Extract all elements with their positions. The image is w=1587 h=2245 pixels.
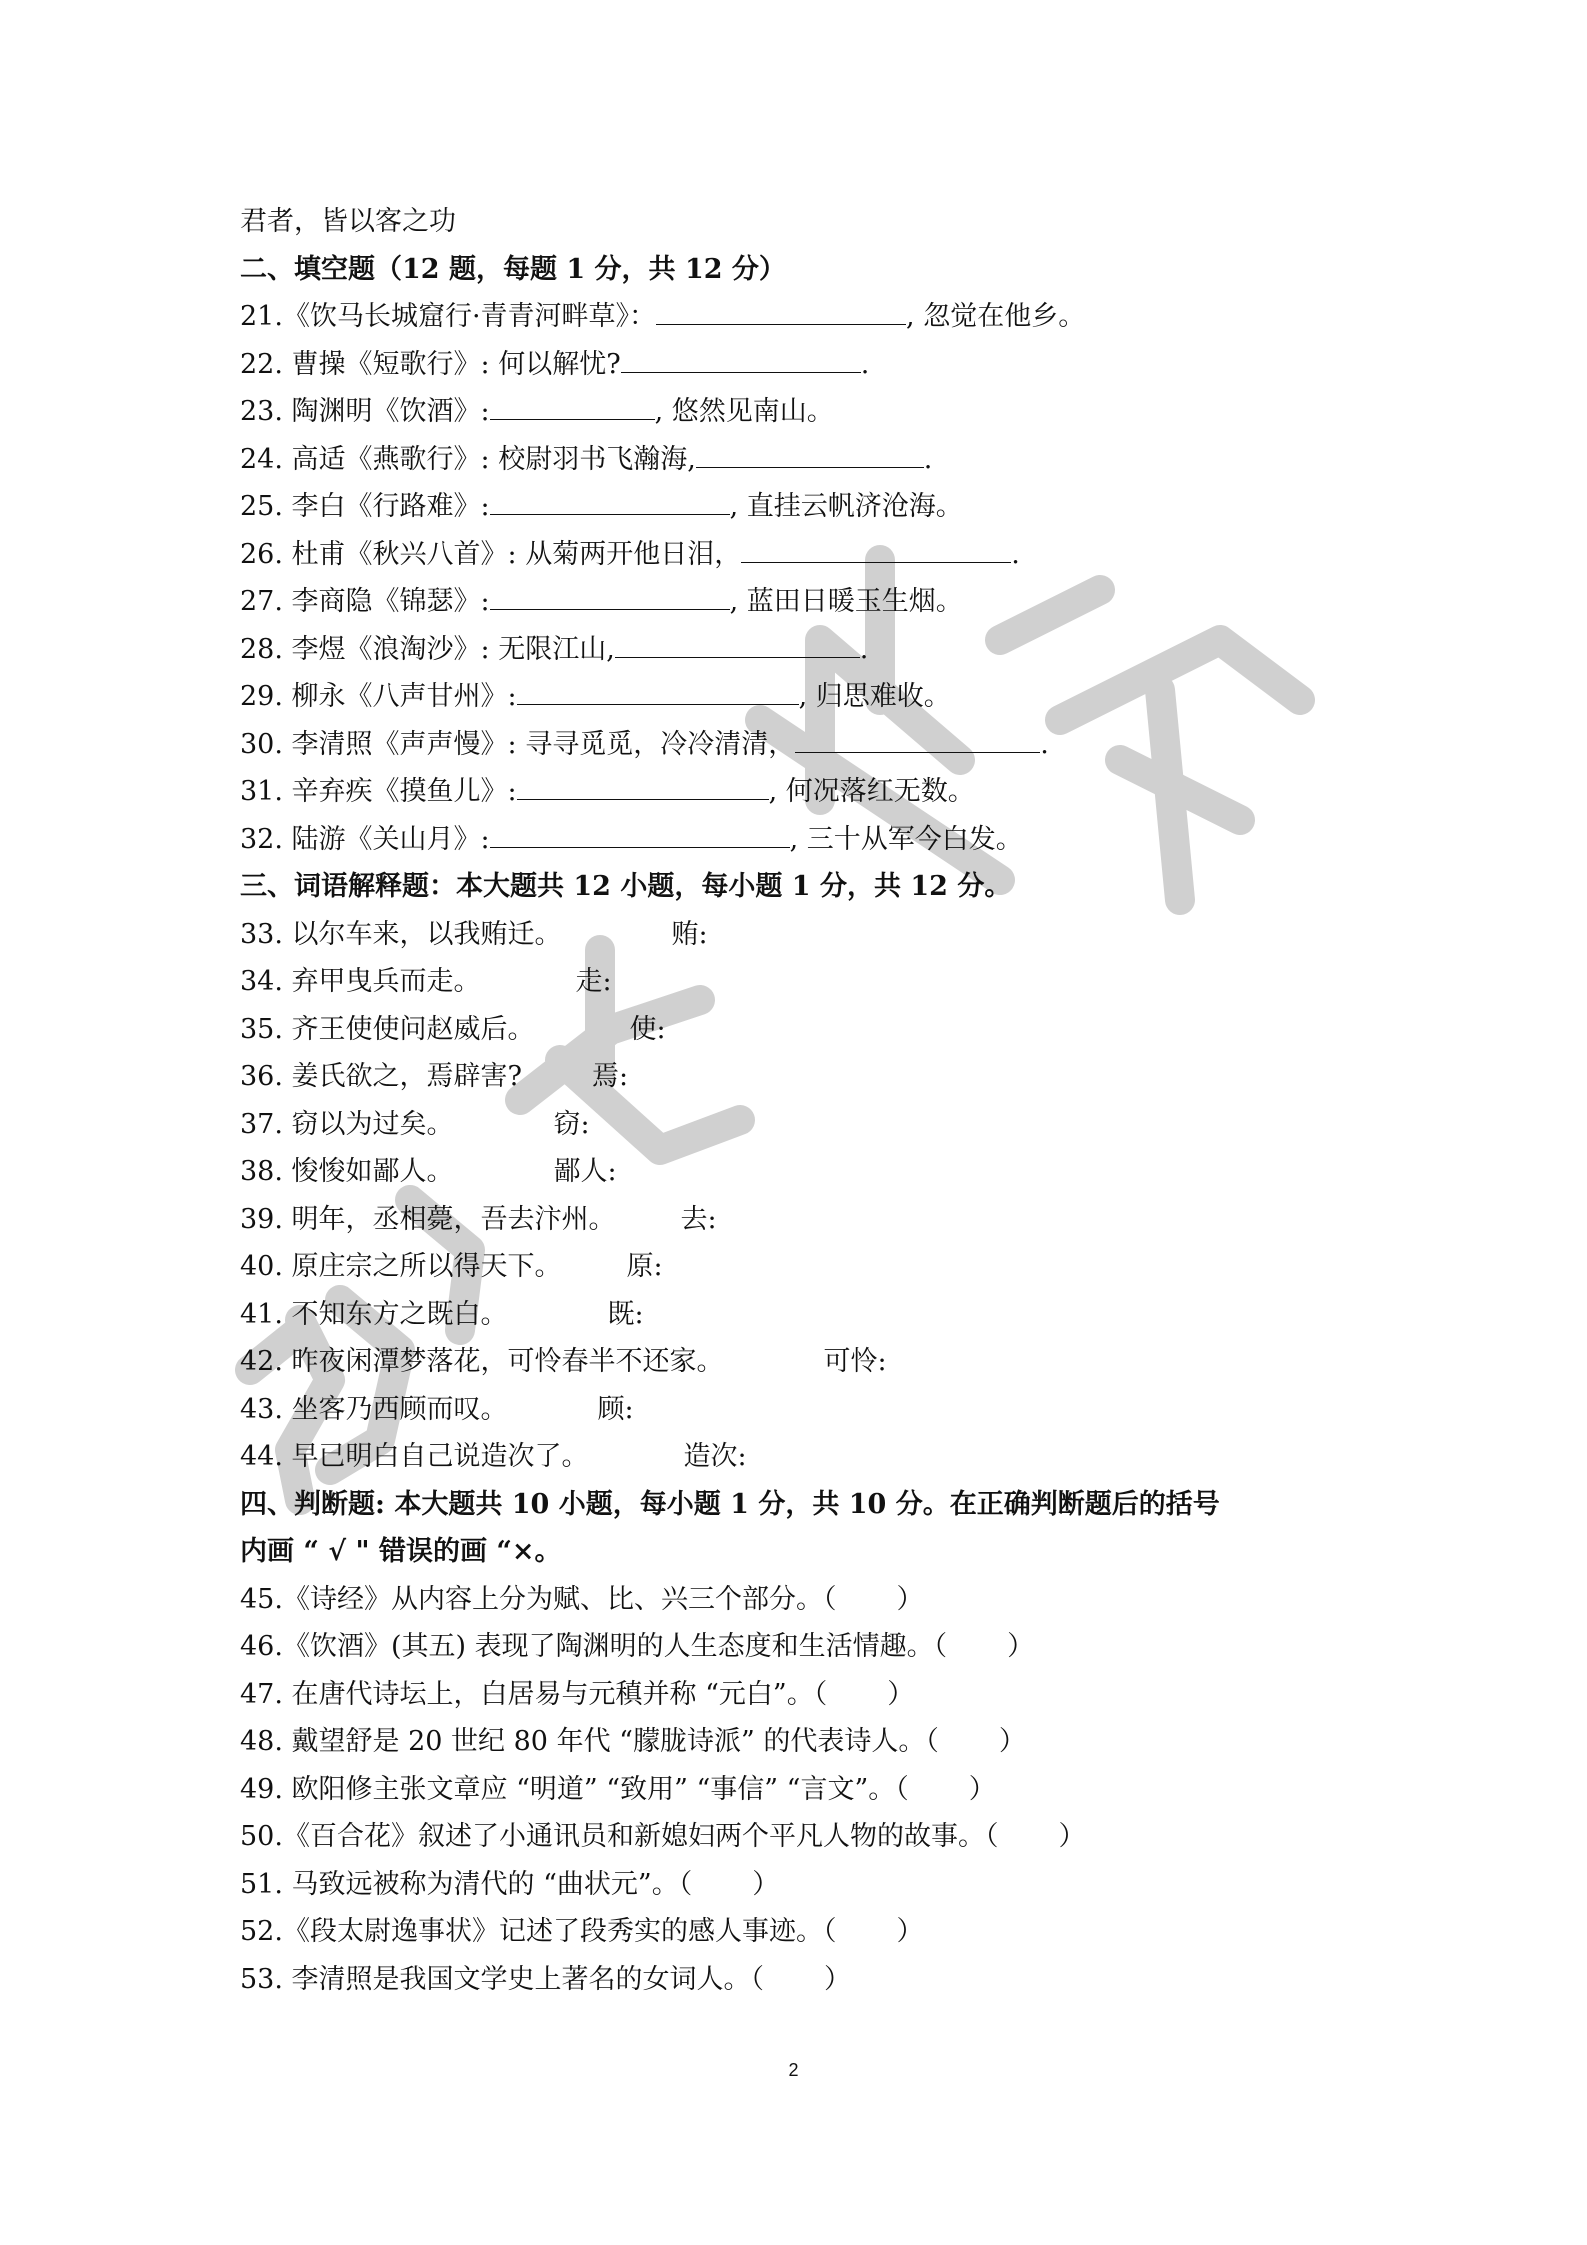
answer-blank[interactable] xyxy=(795,726,1040,753)
answer-blank[interactable] xyxy=(490,488,730,515)
judge-item-50: 50.《百合花》叙述了小通讯员和新媳妇两个平凡人物的故事。（ ） xyxy=(240,1821,1086,1852)
judge-item-52: 52.《段太尉逸事状》记述了段秀实的感人事迹。（ ） xyxy=(240,1916,924,1947)
fill-item-30: 30. 李清照《声声慢》: 寻寻觅觅，冷冷清清， . xyxy=(240,721,1380,769)
judge-item-46: 46.《饮酒》(其五) 表现了陶渊明的人生态度和生活情趣。（ ） xyxy=(240,1631,1035,1662)
judge-item-53: 53. 李清照是我国文学史上著名的女词人。（ ） xyxy=(240,1963,852,1995)
word-item-41: 41. 不知东方之既白。 既: xyxy=(240,1298,644,1330)
fill-item-25: 25. 李白《行路难》: , 直挂云帆济沧海。 xyxy=(240,483,1380,531)
answer-blank[interactable] xyxy=(696,441,924,468)
word-item-44: 44. 早已明白自己说造次了。 造次: xyxy=(240,1441,747,1472)
word-item-35: 35. 齐王使使问赵威后。 使: xyxy=(240,1013,666,1045)
word-item-34: 34. 弃甲曳兵而走。 走: xyxy=(240,966,612,997)
fill-item-32: 32. 陆游《关山月》: , 三十从军今白发。 xyxy=(240,816,1380,864)
judge-item-51: 51. 马致远被称为清代的 “曲状元”。（ ） xyxy=(240,1868,780,1900)
answer-blank[interactable] xyxy=(517,678,799,705)
fill-item-28: 28. 李煜《浪淘沙》: 无限江山, . xyxy=(240,626,1380,674)
document-body xyxy=(240,198,1380,2003)
fill-item-23: 23. 陶渊明《饮酒》: , 悠然见南山。 xyxy=(240,388,1380,436)
word-item-39: 39. 明年，丞相薨，吾去汴州。 去: xyxy=(240,1203,717,1235)
page-number: 2 xyxy=(788,2060,799,2080)
section-2-title: 二、填空题（12 题，每题 1 分，共 12 分） xyxy=(240,253,786,285)
judge-item-48: 48. 戴望舒是 20 世纪 80 年代 “朦胧诗派” 的代表诗人。（ ） xyxy=(240,1726,1026,1757)
fill-item-21: 21.《饮马长城窟行·青青河畔草》： , 忽觉在他乡。 xyxy=(240,293,1380,341)
word-item-40: 40. 原庄宗之所以得天下。 原: xyxy=(240,1251,663,1282)
answer-blank[interactable] xyxy=(621,346,861,373)
word-item-36: 36. 姜氏欲之，焉辟害? 焉: xyxy=(240,1061,629,1092)
word-item-38: 38. 悛悛如鄙人。 鄙人: xyxy=(240,1156,617,1187)
word-item-37: 37. 窃以为过矣。 窃: xyxy=(240,1108,590,1140)
answer-blank[interactable] xyxy=(490,821,790,848)
fill-item-22: 22. 曹操《短歌行》: 何以解忧? . xyxy=(240,341,1380,389)
word-item-43: 43. 坐客乃西顾而叹。 顾: xyxy=(240,1393,634,1425)
answer-blank[interactable] xyxy=(490,583,730,610)
intro-line: 君者，皆以客之功 xyxy=(240,206,456,237)
word-item-42: 42. 昨夜闲潭梦落花，可怜春半不还家。 可怜: xyxy=(240,1346,887,1377)
section-4-title-line-2: 内画 “ √ " 错误的画 “×。 xyxy=(240,1536,562,1567)
fill-item-24: 24. 高适《燕歌行》: 校尉羽书飞瀚海, . xyxy=(240,436,1380,484)
judge-item-49: 49. 欧阳修主张文章应 “明道” “致用” “事信” “言文”。（ ） xyxy=(240,1773,996,1805)
answer-blank[interactable] xyxy=(517,773,769,800)
fill-item-29: 29. 柳永《八声甘州》: , 归思难收。 xyxy=(240,673,1380,721)
answer-blank[interactable] xyxy=(656,298,906,325)
judge-item-47: 47. 在唐代诗坛上，白居易与元稹并称 “元白”。（ ） xyxy=(240,1678,915,1710)
fill-item-31: 31. 辛弃疾《摸鱼儿》: , 何况落红无数。 xyxy=(240,768,1380,816)
fill-item-27: 27. 李商隐《锦瑟》: , 蓝田日暖玉生烟。 xyxy=(240,578,1380,626)
answer-blank[interactable] xyxy=(741,536,1011,563)
answer-blank[interactable] xyxy=(615,631,860,658)
section-4-title-line-1: 四、判断题: 本大题共 10 小题，每小题 1 分，共 10 分。在正确判断题后的括号 xyxy=(240,1488,1220,1520)
answer-blank[interactable] xyxy=(490,393,655,420)
fill-item-26: 26. 杜甫《秋兴八首》: 从菊两开他日泪， . xyxy=(240,531,1380,579)
judge-item-45: 45.《诗经》从内容上分为赋、比、兴三个部分。（ ） xyxy=(240,1583,924,1615)
word-item-33: 33. 以尔车来，以我贿迁。 贿: xyxy=(240,918,708,950)
section-3-title: 三、词语解释题：本大题共 12 小题，每小题 1 分，共 12 分。 xyxy=(240,871,1012,902)
